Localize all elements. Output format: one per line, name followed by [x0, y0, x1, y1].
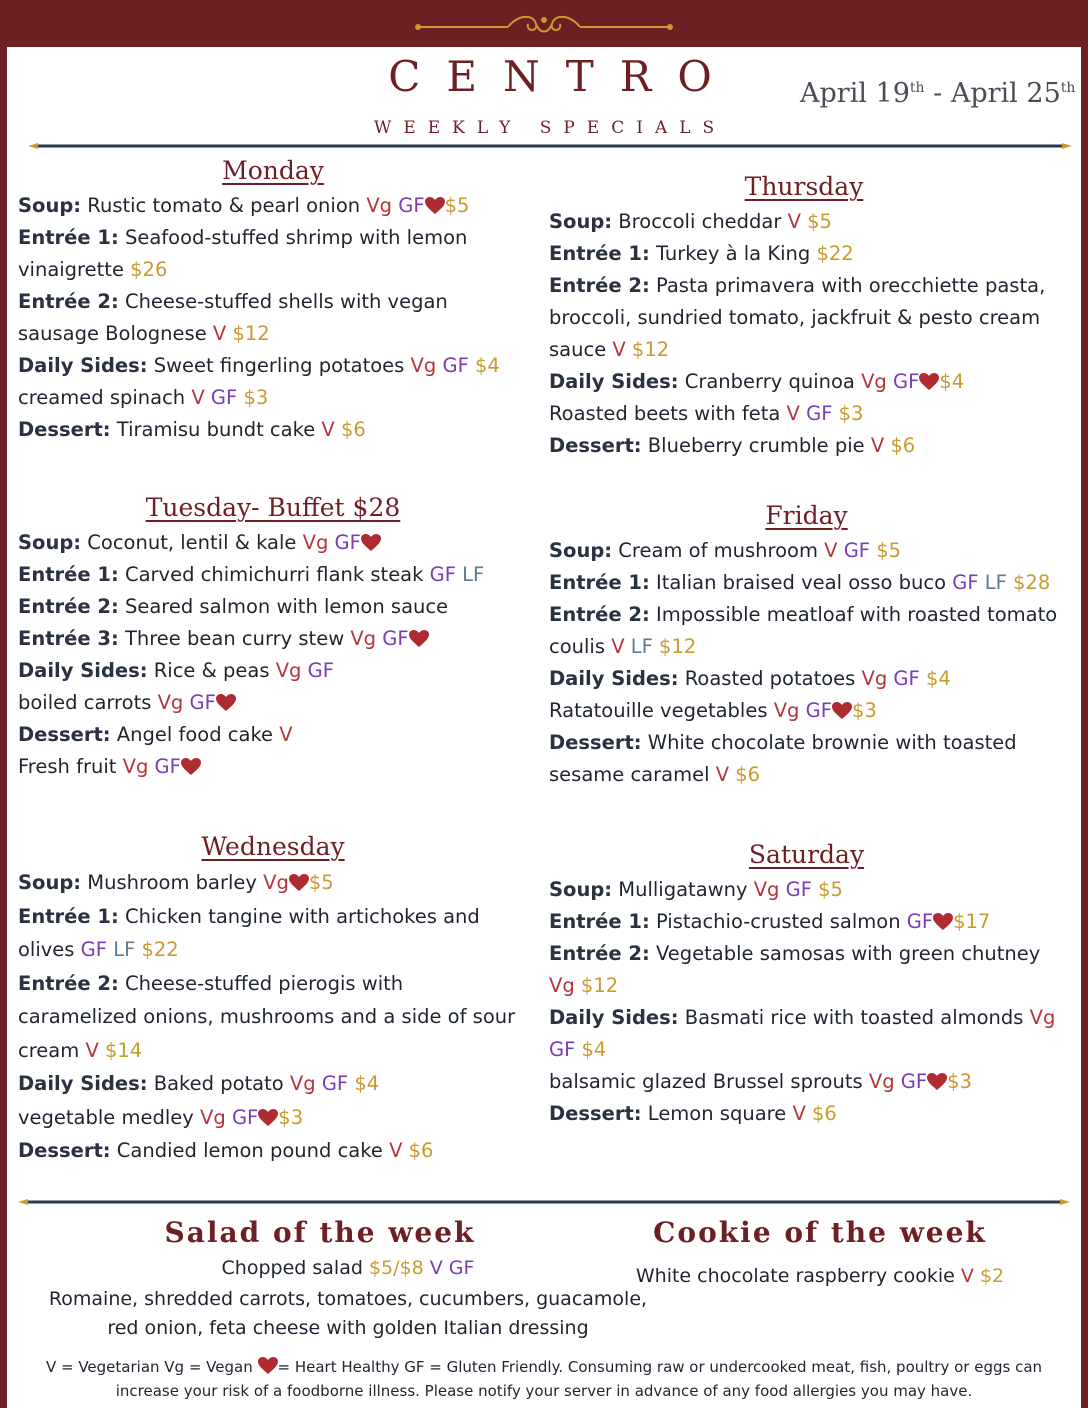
- menu-item: [18, 382, 528, 414]
- item-description: Angel food cake: [110, 723, 280, 746]
- diet-tag: Vg: [275, 659, 302, 682]
- day-title: Friday: [765, 501, 848, 530]
- diet-tag: GF: [436, 354, 469, 377]
- diet-tag: GF: [148, 755, 181, 778]
- item-description: Cheese-stuffed pierogis with caramelized onions, mushrooms and a side of sour cream: [18, 971, 516, 1062]
- menu-item: [549, 270, 1064, 366]
- salad-tags: V GF: [423, 1257, 475, 1279]
- menu-item: [18, 1134, 528, 1168]
- item-price: $5: [308, 871, 334, 894]
- menu-item: [549, 874, 1064, 906]
- diet-tag: V: [389, 1139, 403, 1162]
- diet-tag: V: [824, 539, 838, 562]
- day-saturday: [549, 838, 1064, 1130]
- diet-tag: V: [715, 763, 730, 786]
- salad-name: Chopped salad: [221, 1257, 369, 1279]
- weekly-specials-subtitle: WEEKLY SPECIALS: [373, 118, 727, 138]
- menu-item: [549, 238, 1064, 270]
- item-label: Soup:: [549, 210, 613, 233]
- heart-icon: [258, 1357, 278, 1375]
- diet-tag: Vg: [410, 354, 437, 377]
- item-description: Roasted beets with feta: [549, 402, 787, 425]
- diet-tag: GF: [799, 699, 832, 722]
- heart-icon: [181, 758, 201, 776]
- item-description: Sweet fingerling potatoes: [147, 354, 411, 377]
- diet-tag: GF: [779, 878, 812, 901]
- menu-item: [18, 286, 528, 350]
- legend-line-2: increase your risk of a foodborne illness. Please notify your server in advance of any food allergies you may have.: [115, 1382, 973, 1400]
- item-description: Carved chimichurri flank steak: [118, 563, 430, 586]
- diet-tag: Vg: [289, 1072, 316, 1095]
- item-description: Baked potato: [147, 1072, 290, 1095]
- diet-tag: LF: [107, 938, 136, 961]
- item-label: Daily Sides:: [549, 370, 679, 393]
- day-title: Thursday: [744, 172, 864, 201]
- diet-tag: V: [191, 386, 205, 409]
- legend-part-1: V = Vegetarian Vg = Vegan: [45, 1358, 258, 1376]
- diet-tag: GF: [183, 691, 216, 714]
- item-description: Mulligatawny: [612, 878, 754, 901]
- salad-desc-line-2: red onion, feta cheese with golden Italian dressing: [107, 1317, 589, 1339]
- item-label: Entrée 2:: [18, 290, 119, 313]
- menu-item-list: [18, 866, 528, 1168]
- item-label: Soup:: [18, 871, 82, 894]
- item-price: $12: [226, 322, 270, 345]
- item-label: Daily Sides:: [18, 1072, 148, 1095]
- menu-item: [549, 398, 1064, 430]
- menu-item-list: [18, 527, 528, 783]
- item-description: Broccoli cheddar: [612, 210, 788, 233]
- menu-item: [549, 599, 1064, 663]
- item-price: $6: [805, 1102, 837, 1125]
- item-label: Daily Sides:: [18, 354, 148, 377]
- cookie-tag: V: [960, 1265, 974, 1287]
- day-title: Tuesday- Buffet $28: [145, 493, 401, 522]
- diet-tag: V: [279, 723, 293, 746]
- menu-item: [549, 695, 1064, 727]
- date-range: [800, 78, 1075, 109]
- menu-item: [18, 1067, 528, 1101]
- item-price: $5: [444, 194, 470, 217]
- diet-tag: GF: [837, 539, 871, 562]
- legend-part-2: = Heart Healthy GF = Gluten Friendly. Consuming raw or undercooked meat, fish, poultry or eggs can: [277, 1358, 1043, 1376]
- diet-tag: GF: [225, 1105, 259, 1129]
- menu-item: [549, 567, 1064, 599]
- item-description: Impossible meatloaf with roasted tomato coulis: [549, 603, 1058, 658]
- diet-tag: GF: [376, 627, 409, 650]
- menu-item: [549, 206, 1064, 238]
- diet-tag: GF: [315, 1072, 349, 1095]
- diet-tag: LF: [624, 635, 653, 658]
- item-price: $3: [237, 386, 269, 409]
- diet-tag: GF: [906, 910, 934, 933]
- date-start-suffix: th: [909, 80, 925, 96]
- diet-tag: V: [870, 434, 885, 457]
- item-description: Candied lemon pound cake: [110, 1139, 390, 1162]
- item-price: $12: [574, 974, 619, 997]
- item-price: $12: [652, 635, 697, 658]
- item-price: $22: [135, 938, 179, 961]
- menu-item: [18, 222, 528, 286]
- item-label: Entrée 2:: [18, 971, 119, 995]
- menu-item: [549, 430, 1064, 462]
- menu-item: [18, 719, 528, 751]
- diet-tag: GF: [429, 563, 456, 586]
- day-wednesday: [18, 830, 528, 1168]
- item-label: Dessert:: [18, 723, 111, 746]
- item-label: Soup:: [18, 531, 82, 554]
- salad-description: [40, 1285, 656, 1343]
- item-description: Three bean curry stew: [118, 627, 351, 650]
- menu-item: [18, 866, 528, 900]
- day-thursday: [549, 170, 1064, 462]
- diet-tag: Vg: [200, 1105, 226, 1129]
- diet-tag: LF: [978, 571, 1007, 594]
- item-label: Entrée 1:: [18, 904, 119, 928]
- salad-title: Salad of the week: [164, 1216, 476, 1249]
- item-label: Daily Sides:: [549, 1006, 679, 1029]
- menu-item: [18, 623, 528, 655]
- day-title: Wednesday: [201, 832, 345, 861]
- item-price: $6: [334, 418, 366, 441]
- diet-tag: Vg: [1029, 1006, 1056, 1029]
- cookie-name: White chocolate raspberry cookie: [635, 1265, 961, 1287]
- item-label: Daily Sides:: [549, 667, 679, 690]
- item-description: vegetable medley: [18, 1105, 201, 1129]
- item-price: $6: [729, 763, 761, 786]
- heart-icon: [289, 874, 309, 892]
- legend-footnote: [20, 1355, 1068, 1403]
- item-description: Roasted potatoes: [678, 667, 862, 690]
- item-price: $3: [832, 402, 864, 425]
- item-label: Entrée 2:: [549, 603, 650, 626]
- item-description: boiled carrots: [18, 691, 158, 714]
- item-description: Basmati rice with toasted almonds: [678, 1006, 1030, 1029]
- diet-tag: GF: [392, 194, 425, 217]
- item-label: Dessert:: [549, 434, 642, 457]
- item-price: $17: [953, 910, 991, 933]
- menu-item-list: [549, 874, 1064, 1130]
- item-description: Vegetable samosas with green chutney: [649, 942, 1041, 965]
- diet-tag: Vg: [753, 878, 780, 901]
- item-price: $26: [130, 258, 168, 281]
- diet-tag: Vg: [861, 370, 887, 393]
- item-description: Ratatouille vegetables: [549, 699, 774, 722]
- menu-item: [18, 687, 528, 719]
- item-description: Cheese-stuffed shells with vegan sausage Bolognese: [18, 290, 448, 345]
- item-label: Dessert:: [18, 1139, 111, 1162]
- item-price: $5: [870, 539, 902, 562]
- diet-tag: V: [85, 1038, 99, 1062]
- diet-tag: V: [321, 418, 335, 441]
- menu-item: [18, 190, 528, 222]
- item-description: creamed spinach: [18, 386, 192, 409]
- date-end-suffix: th: [1060, 80, 1076, 96]
- item-label: Entrée 2:: [549, 942, 650, 965]
- item-label: Dessert:: [549, 731, 642, 754]
- diet-tag: GF: [301, 659, 334, 682]
- item-price: $3: [947, 1070, 972, 1093]
- diet-tag: Vg: [157, 691, 184, 714]
- item-price: $4: [575, 1038, 607, 1061]
- menu-item: [18, 967, 528, 1068]
- item-description: Rice & peas: [147, 659, 276, 682]
- menu-item: [549, 938, 1064, 1002]
- diet-tag: V: [786, 402, 800, 425]
- item-price: $22: [816, 242, 854, 265]
- brand-name: CENTRO: [388, 52, 738, 101]
- item-label: Entrée 1:: [549, 910, 650, 933]
- diet-tag: V: [611, 635, 625, 658]
- item-label: Soup:: [549, 878, 613, 901]
- menu-item: [549, 1066, 1064, 1098]
- item-price: $14: [98, 1038, 143, 1062]
- heart-icon: [409, 630, 429, 648]
- item-price: $5: [811, 878, 843, 901]
- diet-tag: Vg: [366, 194, 393, 217]
- item-description: Seared salmon with lemon sauce: [118, 595, 449, 618]
- day-monday: [18, 154, 528, 446]
- menu-item: [18, 414, 528, 446]
- diet-tag: V: [212, 322, 227, 345]
- top-divider: [28, 142, 1072, 150]
- item-description: Turkey à la King: [649, 242, 817, 265]
- item-price: $28: [1006, 571, 1051, 594]
- item-label: Entrée 2:: [549, 274, 650, 297]
- diet-tag: Vg: [861, 667, 888, 690]
- menu-item: [18, 900, 528, 967]
- heart-icon: [216, 694, 236, 712]
- cookie-price: $2: [979, 1265, 1005, 1287]
- day-friday: [549, 499, 1064, 791]
- diet-tag: Vg: [549, 974, 575, 997]
- date-end: April 25: [950, 78, 1061, 109]
- item-description: Fresh fruit: [18, 755, 123, 778]
- item-label: Dessert:: [549, 1102, 642, 1125]
- menu-item: [549, 663, 1064, 695]
- item-description: Pistachio-crusted salmon: [649, 910, 907, 933]
- ornament-flourish-icon: [412, 10, 676, 40]
- item-description: Cranberry quinoa: [678, 370, 862, 393]
- item-description: Coconut, lentil & kale: [81, 531, 303, 554]
- heart-icon: [832, 702, 852, 720]
- item-label: Soup:: [18, 194, 82, 217]
- menu-item-list: [549, 535, 1064, 791]
- menu-item: [18, 591, 528, 623]
- heart-icon: [919, 373, 939, 391]
- item-label: Entrée 3:: [18, 627, 119, 650]
- diet-tag: V: [612, 338, 626, 361]
- item-label: Entrée 1:: [549, 571, 650, 594]
- item-label: Dessert:: [18, 418, 111, 441]
- diet-tag: GF: [80, 938, 107, 961]
- menu-item: [549, 906, 1064, 938]
- menu-item: [549, 727, 1064, 791]
- item-description: Cream of mushroom: [612, 539, 825, 562]
- item-label: Entrée 1:: [549, 242, 650, 265]
- heart-icon: [361, 534, 381, 552]
- item-price: $5: [800, 210, 832, 233]
- item-price: $6: [402, 1139, 434, 1162]
- item-description: Blueberry crumble pie: [641, 434, 871, 457]
- menu-item: [18, 559, 528, 591]
- item-description: Lemon square: [641, 1102, 793, 1125]
- diet-tag: GF: [894, 1070, 928, 1093]
- item-price: $3: [851, 699, 877, 722]
- item-description: Pasta primavera with orecchiette pasta, broccoli, sundried tomato, jackfruit & pesto cream sauce: [549, 274, 1046, 361]
- date-separator: -: [924, 78, 951, 109]
- item-description: Chicken tangine with artichokes and olives: [18, 904, 480, 961]
- item-label: Entrée 1:: [18, 563, 119, 586]
- item-price: $3: [278, 1105, 304, 1129]
- diet-tag: GF: [952, 571, 979, 594]
- item-description: Mushroom barley: [81, 871, 264, 894]
- menu-item: [549, 535, 1064, 567]
- heart-icon: [258, 1109, 278, 1127]
- salad-price: $5/$8: [368, 1257, 424, 1279]
- item-description: Rustic tomato & pearl onion: [81, 194, 367, 217]
- cookie-title: Cookie of the week: [653, 1216, 987, 1249]
- menu-item-list: [18, 190, 528, 446]
- item-price: $4: [919, 667, 951, 690]
- diet-tag: Vg: [302, 531, 329, 554]
- salad-line: [40, 1253, 656, 1283]
- item-price: $4: [468, 354, 500, 377]
- diet-tag: Vg: [773, 699, 800, 722]
- menu-item: [549, 1098, 1064, 1130]
- menu-item-list: [549, 206, 1064, 462]
- item-price: $6: [884, 434, 916, 457]
- day-title: Saturday: [748, 840, 865, 869]
- brand-title: [340, 52, 760, 101]
- menu-item: [549, 366, 1064, 398]
- item-label: Entrée 2:: [18, 595, 119, 618]
- diet-tag: Vg: [350, 627, 377, 650]
- diet-tag: GF: [799, 402, 833, 425]
- heart-icon: [927, 1073, 947, 1091]
- diet-tag: GF: [886, 370, 920, 393]
- menu-item: [549, 1002, 1064, 1066]
- diet-tag: GF: [887, 667, 920, 690]
- item-price: $4: [348, 1072, 380, 1095]
- menu-item: [18, 527, 528, 559]
- diet-tag: GF: [204, 386, 238, 409]
- menu-item: [18, 751, 528, 783]
- diet-tag: Vg: [263, 871, 289, 894]
- date-start: April 19: [800, 78, 910, 109]
- item-label: Entrée 1:: [18, 226, 119, 249]
- salad-desc-line-1: Romaine, shredded carrots, tomatoes, cucumbers, guacamole,: [48, 1288, 648, 1310]
- legend-line-1: [20, 1355, 1068, 1379]
- diet-tag: GF: [549, 1038, 576, 1061]
- item-description: Seafood-stuffed shrimp with lemon vinaigrette: [18, 226, 468, 281]
- menu-item: [18, 350, 528, 382]
- item-description: Italian braised veal osso buco: [649, 571, 953, 594]
- item-label: Soup:: [549, 539, 613, 562]
- diet-tag: V: [787, 210, 801, 233]
- diet-tag: V: [792, 1102, 806, 1125]
- day-tuesday: [18, 491, 528, 783]
- item-price: $4: [939, 370, 965, 393]
- day-title: Monday: [222, 156, 324, 185]
- menu-item: [18, 655, 528, 687]
- diet-tag: LF: [455, 563, 485, 586]
- item-label: Daily Sides:: [18, 659, 148, 682]
- item-description: Tiramisu bundt cake: [110, 418, 322, 441]
- menu-item: [18, 1101, 528, 1135]
- heart-icon: [933, 913, 953, 931]
- heart-icon: [425, 197, 445, 215]
- item-description: balsamic glazed Brussel sprouts: [549, 1070, 869, 1093]
- diet-tag: GF: [328, 531, 361, 554]
- diet-tag: Vg: [868, 1070, 895, 1093]
- bottom-divider: [18, 1198, 1070, 1206]
- item-price: $12: [625, 338, 670, 361]
- item-description: White chocolate brownie with toasted sesame caramel: [549, 731, 1017, 786]
- diet-tag: Vg: [122, 755, 149, 778]
- cookie-line: [580, 1261, 1060, 1291]
